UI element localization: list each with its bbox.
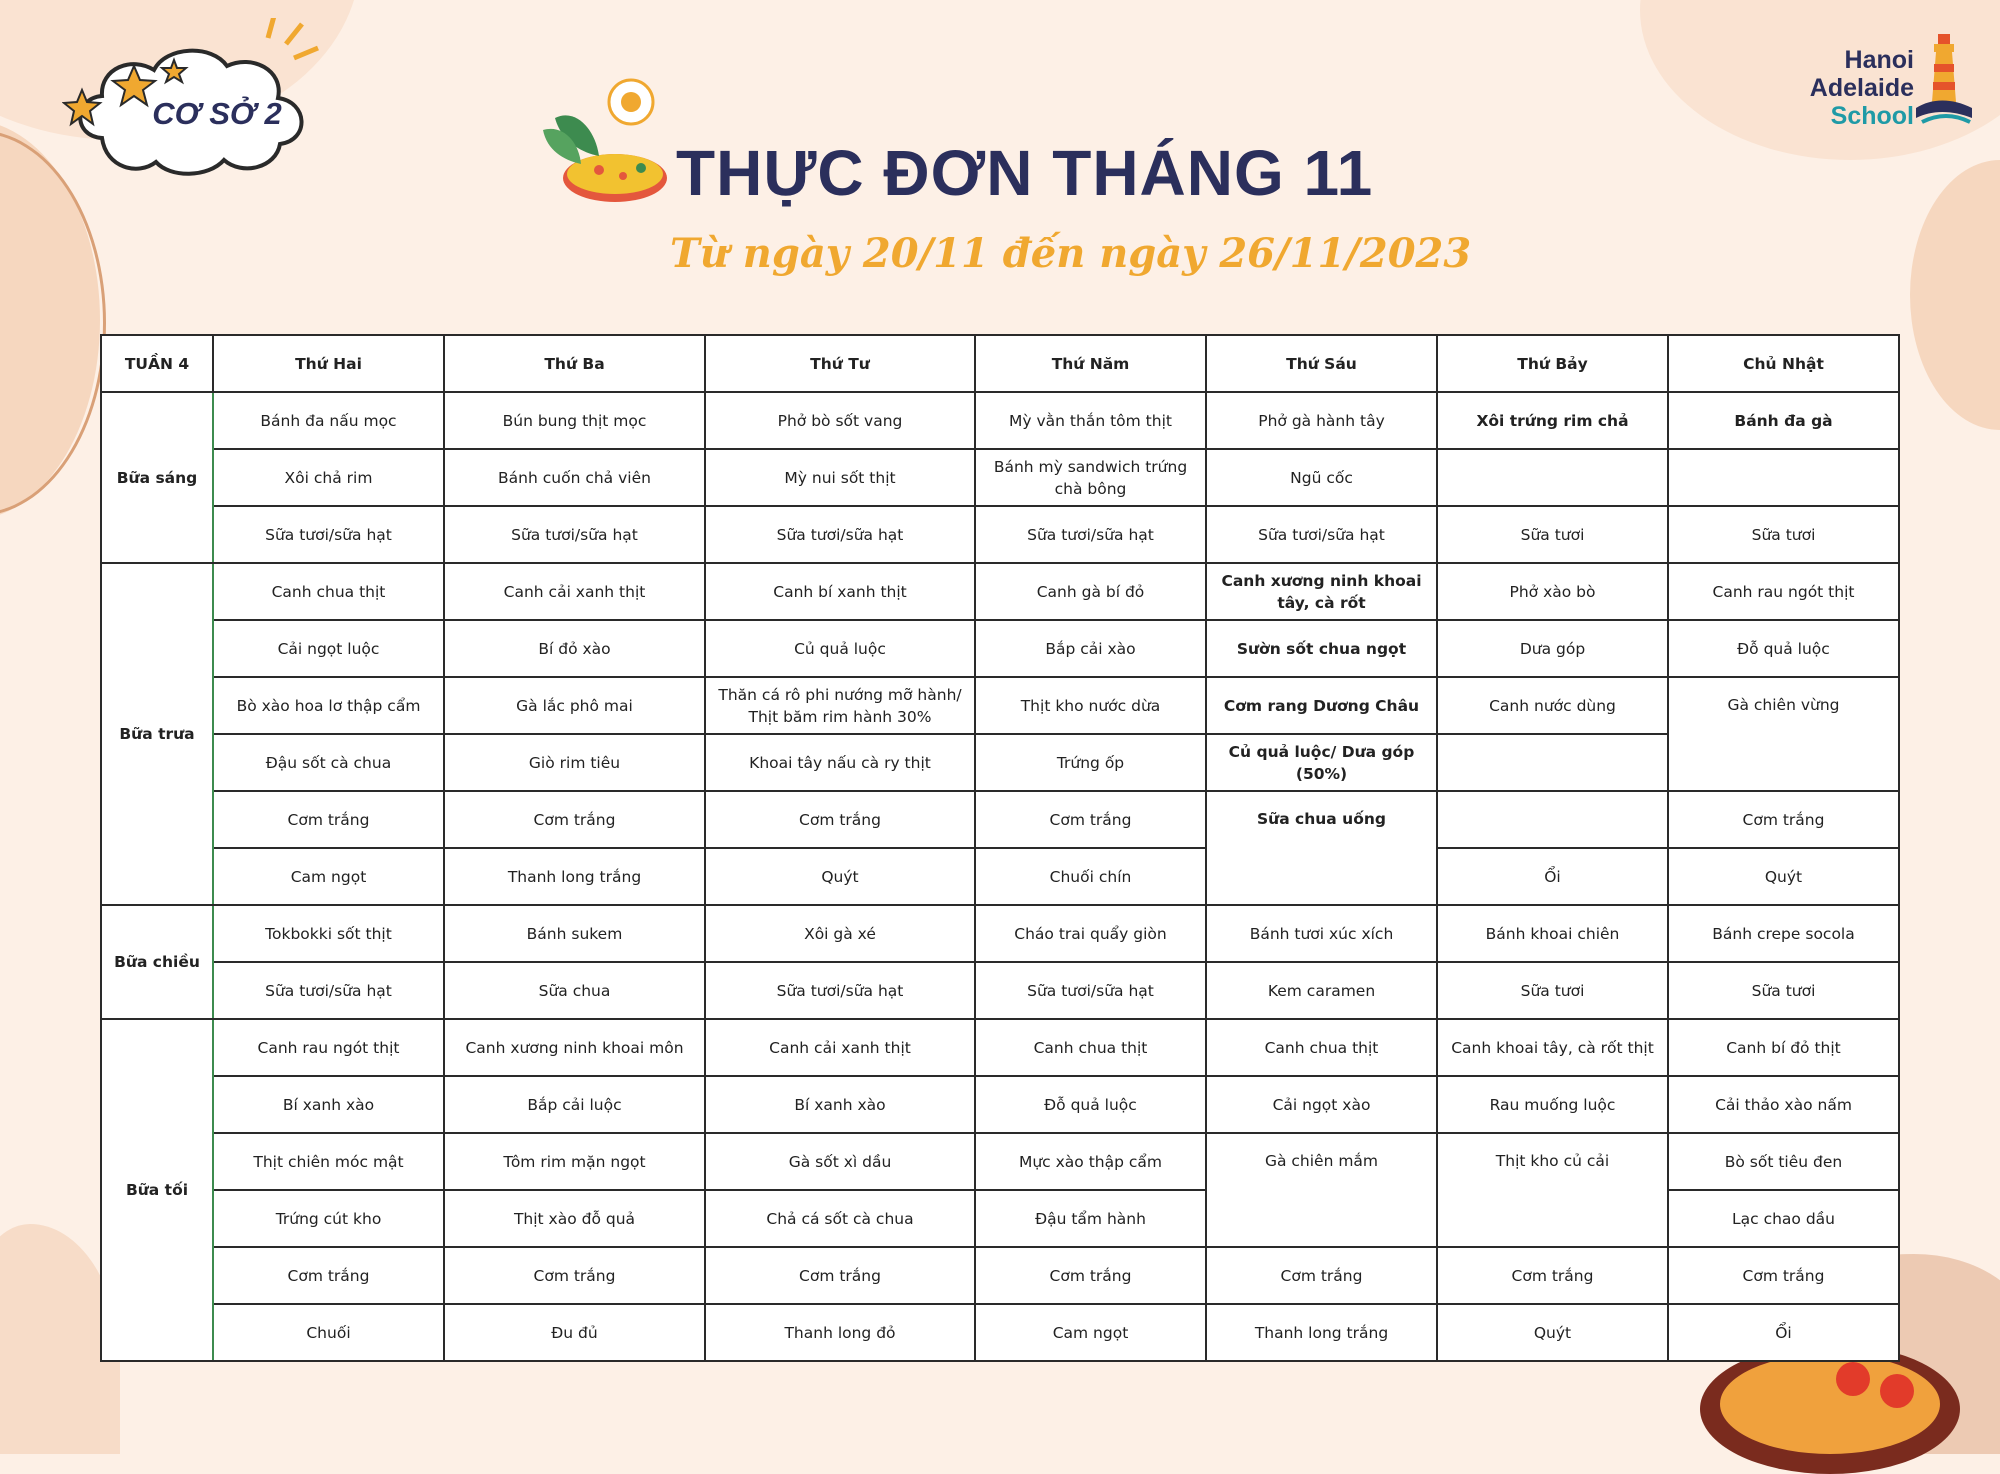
menu-cell: Bí đỏ xào — [444, 620, 705, 677]
date-range-subtitle: Từ ngày 20/11 đến ngày 26/11/2023 — [670, 230, 1472, 277]
menu-cell: Đỗ quả luộc — [975, 1076, 1206, 1133]
menu-cell: Quýt — [705, 848, 975, 905]
menu-cell: Đu đủ — [444, 1304, 705, 1361]
menu-cell: Thịt kho nước dừa — [975, 677, 1206, 734]
menu-cell: Củ quả luộc — [705, 620, 975, 677]
menu-cell: Sữa tươi/sữa hạt — [444, 506, 705, 563]
empty-cell — [1668, 449, 1899, 506]
menu-cell: Bắp cải luộc — [444, 1076, 705, 1133]
menu-cell: Thăn cá rô phi nướng mỡ hành/ Thịt băm rim hành 30% — [705, 677, 975, 734]
menu-cell: Quýt — [1668, 848, 1899, 905]
menu-cell: Giò rim tiêu — [444, 734, 705, 791]
menu-cell: Thịt xào đỗ quả — [444, 1190, 705, 1247]
menu-cell: Trứng ốp — [975, 734, 1206, 791]
menu-cell: Canh bí xanh thịt — [705, 563, 975, 620]
menu-cell: Sữa tươi/sữa hạt — [1206, 506, 1437, 563]
table-row — [101, 734, 1899, 791]
school-logo — [1809, 28, 1976, 130]
menu-cell: Gà lắc phô mai — [444, 677, 705, 734]
menu-cell: Gà chiên mắm — [1206, 1133, 1437, 1247]
menu-cell: Cơm trắng — [213, 791, 444, 848]
menu-cell: Củ quả luộc/ Dưa góp (50%) — [1206, 734, 1437, 791]
menu-cell: Dưa góp — [1437, 620, 1668, 677]
menu-cell: Sữa tươi/sữa hạt — [975, 962, 1206, 1019]
menu-cell: Bánh crepe socola — [1668, 905, 1899, 962]
menu-cell: Cơm trắng — [1668, 1247, 1899, 1304]
menu-cell: Ngũ cốc — [1206, 449, 1437, 506]
menu-cell: Tokbokki sốt thịt — [213, 905, 444, 962]
table-row — [101, 677, 1899, 734]
menu-cell: Thịt kho củ cải — [1437, 1133, 1668, 1247]
table-row — [101, 848, 1899, 905]
menu-cell: Bánh sukem — [444, 905, 705, 962]
menu-cell: Canh bí đỏ thịt — [1668, 1019, 1899, 1076]
menu-cell: Xôi gà xé — [705, 905, 975, 962]
menu-cell: Xôi trứng rim chả — [1437, 392, 1668, 449]
day-header: Thứ Tư — [705, 335, 975, 392]
menu-table — [100, 334, 1900, 1362]
empty-cell — [1437, 791, 1668, 848]
tomato-illustration — [1836, 1362, 1870, 1396]
menu-cell: Sữa tươi/sữa hạt — [213, 506, 444, 563]
menu-cell: Bánh khoai chiên — [1437, 905, 1668, 962]
table-row — [101, 449, 1899, 506]
menu-cell: Tôm rim mặn ngọt — [444, 1133, 705, 1190]
tomato-illustration — [1880, 1374, 1914, 1408]
menu-cell: Canh xương ninh khoai môn — [444, 1019, 705, 1076]
menu-cell: Sữa tươi — [1668, 962, 1899, 1019]
menu-cell: Phở bò sốt vang — [705, 392, 975, 449]
lighthouse-logo-icon — [1916, 28, 1972, 128]
menu-cell: Bí xanh xào — [213, 1076, 444, 1133]
menu-cell: Đậu tẩm hành — [975, 1190, 1206, 1247]
menu-cell: Gà sốt xì dầu — [705, 1133, 975, 1190]
menu-cell: Thanh long trắng — [444, 848, 705, 905]
menu-cell: Cháo trai quẩy giòn — [975, 905, 1206, 962]
table-row — [101, 791, 1899, 848]
menu-cell: Cơm trắng — [1668, 791, 1899, 848]
menu-cell: Rau muống luộc — [1437, 1076, 1668, 1133]
menu-cell: Cơm trắng — [444, 791, 705, 848]
menu-cell: Cơm trắng — [444, 1247, 705, 1304]
empty-cell — [1437, 449, 1668, 506]
menu-cell: Mỳ vằn thắn tôm thịt — [975, 392, 1206, 449]
menu-cell: Canh gà bí đỏ — [975, 563, 1206, 620]
menu-cell: Mực xào thập cẩm — [975, 1133, 1206, 1190]
table-row — [101, 1133, 1899, 1190]
menu-cell: Bún bung thịt mọc — [444, 392, 705, 449]
menu-cell: Canh rau ngót thịt — [213, 1019, 444, 1076]
menu-cell: Cải thảo xào nấm — [1668, 1076, 1899, 1133]
day-header: Thứ Năm — [975, 335, 1206, 392]
menu-cell: Chuối — [213, 1304, 444, 1361]
menu-cell: Thịt chiên móc mật — [213, 1133, 444, 1190]
menu-cell: Ổi — [1668, 1304, 1899, 1361]
table-row — [101, 962, 1899, 1019]
menu-cell: Trứng cút kho — [213, 1190, 444, 1247]
menu-cell: Bánh đa nấu mọc — [213, 392, 444, 449]
page-title: THỰC ĐƠN THÁNG 11 — [676, 137, 1374, 209]
logo-text-hanoi: Hanoi — [1844, 46, 1914, 74]
menu-cell: Canh xương ninh khoai tây, cà rốt — [1206, 563, 1437, 620]
menu-cell: Cơm trắng — [1437, 1247, 1668, 1304]
meal-label-lunch: Bữa trưa — [101, 563, 213, 905]
logo-text-adelaide: Adelaide — [1809, 74, 1914, 102]
menu-cell: Cơm rang Dương Châu — [1206, 677, 1437, 734]
menu-cell: Sữa tươi/sữa hạt — [705, 962, 975, 1019]
meal-label-dinner: Bữa tối — [101, 1019, 213, 1361]
table-row — [101, 506, 1899, 563]
day-header: Thứ Ba — [444, 335, 705, 392]
table-row — [101, 905, 1899, 962]
table-row — [101, 1247, 1899, 1304]
menu-cell: Khoai tây nấu cà ry thịt — [705, 734, 975, 791]
menu-cell: Phở xào bò — [1437, 563, 1668, 620]
menu-cell: Bắp cải xào — [975, 620, 1206, 677]
table-row — [101, 392, 1899, 449]
menu-cell: Sữa tươi/sữa hạt — [975, 506, 1206, 563]
table-row — [101, 620, 1899, 677]
menu-cell: Ổi — [1437, 848, 1668, 905]
menu-cell: Canh khoai tây, cà rốt thịt — [1437, 1019, 1668, 1076]
menu-cell: Bò xào hoa lơ thập cẩm — [213, 677, 444, 734]
background-shape — [1910, 160, 2000, 430]
meal-label-breakfast: Bữa sáng — [101, 392, 213, 563]
menu-cell: Canh nước dùng — [1437, 677, 1668, 734]
menu-cell: Cơm trắng — [1206, 1247, 1437, 1304]
table-row — [101, 1304, 1899, 1361]
menu-cell: Bánh mỳ sandwich trứng chà bông — [975, 449, 1206, 506]
menu-cell: Quýt — [1437, 1304, 1668, 1361]
menu-cell: Cam ngọt — [975, 1304, 1206, 1361]
menu-cell: Kem caramen — [1206, 962, 1437, 1019]
menu-cell: Sữa tươi/sữa hạt — [213, 962, 444, 1019]
menu-cell: Cơm trắng — [213, 1247, 444, 1304]
menu-cell: Canh cải xanh thịt — [444, 563, 705, 620]
menu-cell: Bánh cuốn chả viên — [444, 449, 705, 506]
menu-cell: Sữa tươi — [1668, 506, 1899, 563]
empty-cell — [1437, 734, 1668, 791]
menu-cell: Thanh long trắng — [1206, 1304, 1437, 1361]
menu-cell: Bánh tươi xúc xích — [1206, 905, 1437, 962]
campus-label: CƠ SỞ 2 — [152, 96, 282, 131]
menu-cell: Cơm trắng — [705, 1247, 975, 1304]
menu-cell: Sữa tươi — [1437, 962, 1668, 1019]
menu-cell: Thanh long đỏ — [705, 1304, 975, 1361]
menu-cell: Lạc chao dầu — [1668, 1190, 1899, 1247]
day-header: Thứ Hai — [213, 335, 444, 392]
menu-cell: Bò sốt tiêu đen — [1668, 1133, 1899, 1190]
menu-cell: Sữa tươi — [1437, 506, 1668, 563]
logo-text-school: School — [1830, 102, 1914, 130]
menu-cell: Mỳ nui sốt thịt — [705, 449, 975, 506]
menu-cell: Xôi chả rim — [213, 449, 444, 506]
menu-cell: Đỗ quả luộc — [1668, 620, 1899, 677]
menu-cell: Canh chua thịt — [975, 1019, 1206, 1076]
menu-cell: Phở gà hành tây — [1206, 392, 1437, 449]
menu-cell: Sữa chua — [444, 962, 705, 1019]
menu-cell: Sữa tươi/sữa hạt — [705, 506, 975, 563]
menu-cell: Canh chua thịt — [213, 563, 444, 620]
menu-cell: Canh rau ngót thịt — [1668, 563, 1899, 620]
day-header: Chủ Nhật — [1668, 335, 1899, 392]
menu-cell: Sườn sốt chua ngọt — [1206, 620, 1437, 677]
menu-cell: Sữa chua uống — [1206, 791, 1437, 905]
menu-cell: Gà chiên vừng — [1668, 677, 1899, 791]
day-header: Thứ Bảy — [1437, 335, 1668, 392]
menu-cell: Cam ngọt — [213, 848, 444, 905]
food-plate-icon — [535, 78, 670, 213]
meal-label-afternoon: Bữa chiều — [101, 905, 213, 1019]
menu-cell: Đậu sốt cà chua — [213, 734, 444, 791]
table-row — [101, 1076, 1899, 1133]
menu-cell: Canh cải xanh thịt — [705, 1019, 975, 1076]
menu-cell: Bí xanh xào — [705, 1076, 975, 1133]
menu-cell: Cơm trắng — [975, 1247, 1206, 1304]
day-header: Thứ Sáu — [1206, 335, 1437, 392]
menu-cell: Chuối chín — [975, 848, 1206, 905]
menu-cell: Cải ngọt xào — [1206, 1076, 1437, 1133]
table-row — [101, 563, 1899, 620]
table-header-row — [101, 335, 1899, 392]
week-label: TUẦN 4 — [101, 335, 213, 392]
menu-cell: Cơm trắng — [975, 791, 1206, 848]
menu-cell: Cơm trắng — [705, 791, 975, 848]
menu-cell: Cải ngọt luộc — [213, 620, 444, 677]
table-row — [101, 1019, 1899, 1076]
menu-cell: Bánh đa gà — [1668, 392, 1899, 449]
campus-badge — [62, 18, 332, 188]
menu-cell: Canh chua thịt — [1206, 1019, 1437, 1076]
menu-cell: Chả cá sốt cà chua — [705, 1190, 975, 1247]
